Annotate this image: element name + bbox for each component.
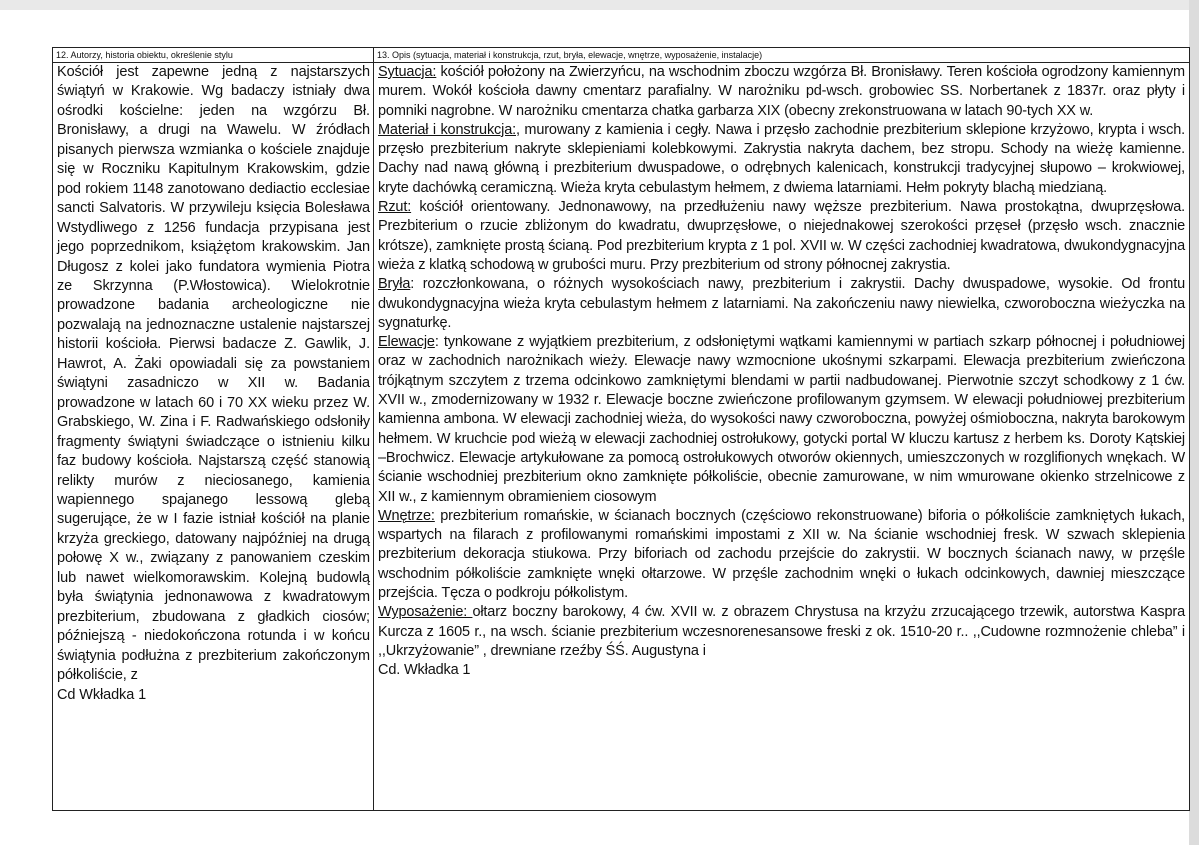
section-label: Elewacje (378, 334, 435, 351)
scan-edge-top (0, 0, 1199, 10)
section-text: kościół położony na Zwierzyńcu, na wschodnim zboczu wzgórza Bł. Bronisławy. Teren kościoła ogrodzony kamiennym murem. Wokół kościoła dawny cmentarz parafialny. W narożniku pd-wsch. grobowiec SS. Norbertanek z 1837r. oraz płyty i pomniki nagrobne. W narożniku cmentarza chatka garbarza XIX (obecny zrekonstruowana w latach 90-tych XX w. (378, 64, 1185, 119)
section-material (378, 121, 1185, 198)
section-sytuacja (378, 63, 1185, 121)
section-label: Materiał i konstrukcja: (378, 121, 517, 138)
section-rzut (378, 198, 1185, 275)
section-wyposazenie (378, 603, 1185, 661)
section-text: kościół orientowany. Jednonawowy, na przedłużeniu nawy węższe prezbiterium. Nawa prostokątna, dwuprzęsłowa. Prezbiterium o rzucie zbliżonym do kwadratu, dwuprzęsłowe, o niejednakowej szerokości przęseł (przęsło wsch. znacznie krótsze), zamknięte prostą ścianą. Pod prezbiterium krypta z 1 pol. XVII w. W części zachodniej kwadratowa, dwukondygnacyjna wieża z klatką schodową w grubości muru. Przy prezbiterium od strony północnej zakrystia. (378, 199, 1185, 273)
history-continuation-note: Cd Wkładka 1 (57, 686, 147, 703)
section-label: Sytuacja: (378, 64, 437, 80)
history-column-header: 12. Autorzy, historia obiektu, określenie stylu (53, 48, 373, 63)
section-label: Bryła (378, 276, 411, 293)
section-text: , murowany z kamienia i cegły. Nawa i przęsło zachodnie prezbiterium sklepione krzyżowo, krypta i wsch. przęsło prezbiterium nakryte sklepieniami kolebkowymi. Zakrystia nakryta dachem, bez stropu. Schody na wieżę kamienne. Dachy nad nawą główną i prezbiterium dwuspadowe, o odrębnych kalenicach, konstrukcji tradycyjnej słupowo – krokwiowej, kryte dachówką ceramiczną. Wieża kryta cebulastym hełmem, z dwiema latarniami. Hełm pokryty blachą miedzianą. (378, 121, 1185, 196)
section-label: Wyposażenie: (378, 604, 473, 621)
section-label: Wnętrze: (378, 507, 435, 524)
form-sheet (52, 47, 1190, 811)
description-continuation-note: Cd. Wkładka 1 (378, 662, 471, 679)
history-column (53, 48, 374, 810)
description-column (374, 48, 1189, 810)
scan-edge-right (1189, 0, 1199, 845)
section-wnetrze (378, 507, 1185, 603)
history-text: Kościół jest zapewne jedną z najstarszych świątyń w Krakowie. Wg badaczy istniały dwa ośrodki kościelne: jeden na wzgórzu Bł. Bronisławy, a drugi na Wawelu. W źródłach pisanych pierwsza wzmianka o kościele znajduje się w Roczniku Kapitulnym Krakowskim, gdzie pod rokiem 1148 zanotowano dediactio ecclesiae sancti Salvatoris. W przywileju księcia Bolesława Wstydliwego z 1256 fundacja przypisana jest jego poprzednikom, książętom krakowskim. Jan Długosz z kolei jako fundatora wymienia Piotra ze Skrzynna (P.Włostowica). Wielokrotnie prowadzone badania archeologiczne nie pozwalają na jednoznaczne ustalenie najstarszej historii kościoła. Pierwsi badacze Z. Gawlik, J. Hawrot, A. Żaki opowiadali się za powstaniem świątyni zasadniczo w XII w. Badania prowadzone w latach 60 i 70 XX wieku przez W. Grabskiego, W. Zina i F. Radwańskiego odsłoniły fragmenty świątyni świadczące o istnieniu kilku faz budowy kościoła. Najstarszą część stanowią relikty murów z nieciosanego, kamienia wapiennego spajanego lessową glebą sugerujące, że w I fazie istniał kościół na planie krzyża greckiego, datowany najpóźniej na drugą połowę X w., związany z panowaniem czeskim lub nawet wielkomorawskim. Kolejną budowlą była świątynia jednonawowa z kwadratowym prezbiterium, zbudowana z gładkich ciosów; późniejszą - niedokończona rotunda i w końcu świątynia podłużna z prezbiterium zakończonym półkoliście, z (57, 64, 370, 684)
section-label: Rzut: (378, 199, 412, 216)
section-text: prezbiterium romańskie, w ścianach bocznych (częściowo rekonstruowane) biforia o półkoliście zamkniętych łukach, wspartych na filarach z profilowanymi romańskimi impostami z XII w. Na ścianie wschodniej fresk. W szwach sklepienia prezbiterium dekoracja stiukowa. Przy biforiach od zachodu przejście do zakrystii. W bocznych ścianach nawy, w przęśle wschodnim półkoliście zamknięte wnęki ołtarzowe. W przęśle zachodnim wnęki o łukach odcinkowych, dawniej mieszczące przejścia. Tęcza o podkroju półkolistym. (378, 507, 1185, 602)
section-text: : rozczłonkowana, o różnych wysokościach nawy, prezbiterium i zakrystii. Dachy dwuspadowe, wysokie. Od frontu dwukondygnacyjna wieża kryta cebulastym hełmem z latarniami. Na zakończeniu nawy niewielka, czworoboczna wieżyczka na sygnaturkę. (378, 276, 1185, 331)
description-column-body (374, 63, 1189, 681)
history-column-body (53, 63, 373, 705)
description-column-header: 13. Opis (sytuacja, materiał i konstrukcja, rzut, bryła, elewacje, wnętrze, wyposażenie, instalacje) (374, 48, 1189, 63)
section-text: ołtarz boczny barokowy, 4 ćw. XVII w. z obrazem Chrystusa na krzyżu zrzucającego trzewik, autorstwa Kaspra Kurcza z 1605 r., na wsch. ścianie prezbiterium wczesnorenesansowe freski z ok. 1510-20 r.. ,,Cudowne rozmnożenie chleba” i ,,Ukrzyżowanie” , drewniane rzeźby ŚŚ. Augustyna i (378, 604, 1185, 659)
section-bryla (378, 275, 1185, 333)
section-elewacje (378, 333, 1185, 507)
section-text: : tynkowane z wyjątkiem prezbiterium, z odsłoniętymi wątkami kamiennymi w partiach szkarp północnej i południowej oraz w zachodnich narożnikach wieży. Elewacje nawy wzmocnione ukośnymi szkarpami. Elewacja prezbiterium zwieńczona trójkątnym szczytem z trzema odcinkowo zamkniętymi blendami w partii nadbudowanej. Pierwotnie szczyt schodkowy z 1 ćw. XVII w., zmodernizowany w 1932 r. Elewacje boczne zwieńczone profilowanym gzymsem. W elewacji południowej prezbiterium kamienna ambona. W elewacji zachodniej wieża, do wysokości nawy czworoboczna, powyżej ośmioboczna, nakryta barokowym hełmem. W kruchcie pod wieżą w elewacji zachodniej ostrołukowy, gotycki portal W kluczu kartusz z herbem ks. Doroty Kątskiej –Brochwicz. Elewacje artykułowane za pomocą ostrołukowych otworów okiennych, umieszczonych w rozglifionych wnękach. W ścianie wschodniej prezbiterium okno zamknięte półkoliście, obecnie zamurowane, w nim wmurowane okienko strzelnicowe z XII w., z kamiennym obramieniem ciosowym (378, 334, 1185, 505)
